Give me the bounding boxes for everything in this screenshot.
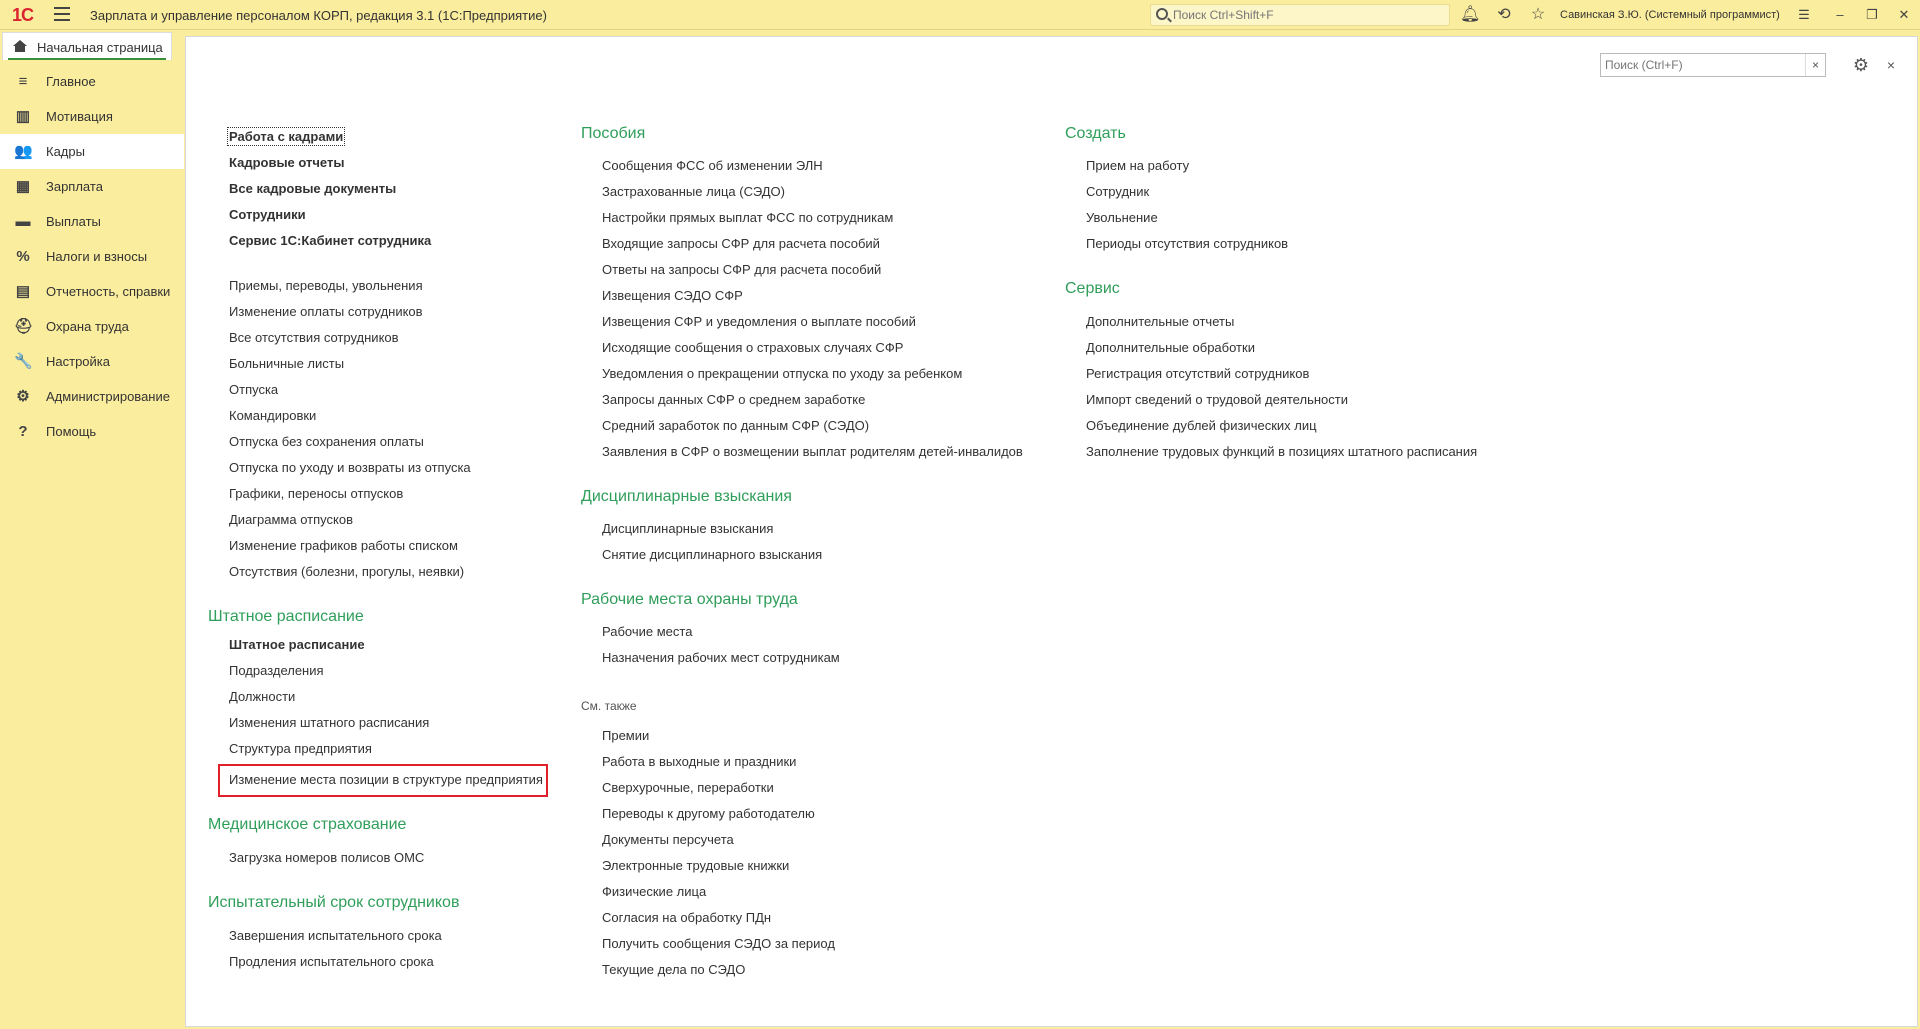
list-item[interactable]: Согласия на обработку ПДн xyxy=(602,910,772,925)
sidebar-item-taxes[interactable]: % Налоги и взносы xyxy=(0,239,184,274)
section-title-staffing: Штатное расписание xyxy=(208,608,364,625)
list-item[interactable]: Объединение дублей физических лиц xyxy=(1086,418,1317,433)
list-item[interactable]: Снятие дисциплинарного взыскания xyxy=(602,547,823,562)
list-item[interactable]: Заявления в СФР о возмещении выплат родителям детей-инвалидов xyxy=(602,444,1023,459)
list-item[interactable]: Увольнение xyxy=(1086,210,1158,225)
search-icon xyxy=(1156,8,1168,20)
minimize-button[interactable]: – xyxy=(1836,7,1844,22)
settings-menu-icon[interactable]: ☰ xyxy=(1798,7,1810,22)
list-item[interactable]: Работа в выходные и праздники xyxy=(602,754,797,769)
see-also-title: См. также xyxy=(581,699,637,713)
list-item[interactable]: Документы персучета xyxy=(602,832,734,847)
sidebar-item-payments[interactable]: ▬ Выплаты xyxy=(15,213,101,230)
sidebar-item-help[interactable]: ? Помощь xyxy=(0,414,184,449)
list-icon: ≡ xyxy=(18,73,28,90)
panel-close-button[interactable]: × xyxy=(1886,57,1896,73)
list-item[interactable]: Входящие запросы СФР для расчета пособий xyxy=(602,236,880,251)
section-title-service: Сервис xyxy=(1065,280,1120,297)
list-item[interactable]: Сотрудник xyxy=(1086,184,1150,199)
list-item[interactable]: Средний заработок по данным СФР (СЭДО) xyxy=(602,418,870,433)
section-title-benefits: Пособия xyxy=(581,125,646,142)
percent-icon: % xyxy=(16,248,30,265)
link-staffing-table[interactable]: Штатное расписание xyxy=(229,637,365,652)
helmet-icon: ⛑ xyxy=(14,318,34,335)
list-item[interactable]: Ответы на запросы СФР для расчета пособий xyxy=(602,262,882,277)
clear-search-button[interactable]: × xyxy=(1805,54,1825,76)
link-employees[interactable]: Сотрудники xyxy=(229,207,306,222)
section-title-create: Создать xyxy=(1065,125,1126,142)
main-menu-icon[interactable] xyxy=(54,7,70,21)
title-bar xyxy=(0,0,1920,30)
wallet-icon: ▬ xyxy=(15,213,31,230)
list-item[interactable]: Графики, переносы отпусков xyxy=(229,486,404,501)
list-item[interactable]: Извещения СФР и уведомления о выплате пособий xyxy=(602,314,916,329)
sidebar-item-main[interactable]: ≡ Главное xyxy=(0,64,184,99)
list-item[interactable]: Загрузка номеров полисов ОМС xyxy=(229,850,425,865)
list-item[interactable]: Периоды отсутствия сотрудников xyxy=(1086,236,1289,251)
list-item[interactable]: Регистрация отсутствий сотрудников xyxy=(1086,366,1310,381)
list-item[interactable]: Дисциплинарные взыскания xyxy=(602,521,774,536)
sections-sidebar xyxy=(0,64,184,1029)
global-search-input[interactable] xyxy=(1173,5,1443,25)
list-item[interactable]: Настройки прямых выплат ФСС по сотрудникам xyxy=(602,210,894,225)
sidebar-item-motivation[interactable]: ▥ Мотивация xyxy=(15,108,113,125)
current-user[interactable]: Савинская З.Ю. (Системный программист) xyxy=(1560,9,1780,21)
list-item[interactable]: Диаграмма отпусков xyxy=(229,512,353,527)
help-icon: ? xyxy=(18,423,28,440)
list-item[interactable]: Изменения штатного расписания xyxy=(229,715,430,730)
list-item[interactable]: Дополнительные обработки xyxy=(1086,340,1255,355)
home-icon xyxy=(13,40,27,52)
section-title-medical: Медицинское страхование xyxy=(208,816,407,833)
list-item[interactable]: Премии xyxy=(602,728,650,743)
list-item[interactable]: Завершения испытательного срока xyxy=(229,928,442,943)
gear-icon: ⚙ xyxy=(16,388,30,405)
list-item[interactable]: Отпуска без сохранения оплаты xyxy=(229,434,424,449)
sidebar-item-administration[interactable]: ⚙ Администрирование xyxy=(0,379,184,414)
list-item[interactable]: Исходящие сообщения о страховых случаях СФР xyxy=(602,340,904,355)
report-icon: ▤ xyxy=(15,283,31,300)
panel-settings-gear-icon[interactable]: ⚙ xyxy=(1852,55,1870,75)
list-item[interactable]: Все отсутствия сотрудников xyxy=(229,330,399,345)
list-item[interactable]: Приемы, переводы, увольнения xyxy=(229,278,423,293)
list-item[interactable]: Сверхурочные, переработки xyxy=(602,780,774,795)
list-item[interactable]: Командировки xyxy=(229,408,317,423)
bell-icon[interactable]: 🔔︎ xyxy=(1460,6,1481,23)
list-item[interactable]: Физические лица xyxy=(602,884,707,899)
app-logo: 1С xyxy=(12,5,34,25)
link-all-hr-documents[interactable]: Все кадровые документы xyxy=(229,181,397,196)
list-item[interactable]: Прием на работу xyxy=(1086,158,1190,173)
panel-search[interactable] xyxy=(1600,53,1826,77)
section-panel xyxy=(185,36,1918,1027)
list-item[interactable]: Импорт сведений о трудовой деятельности xyxy=(1086,392,1348,407)
list-item[interactable]: Электронные трудовые книжки xyxy=(602,858,790,873)
list-item[interactable]: Изменение оплаты сотрудников xyxy=(229,304,423,319)
link-hr-work[interactable]: Работа с кадрами xyxy=(229,129,344,144)
restore-button[interactable]: ❐ xyxy=(1866,7,1878,22)
gift-icon: ▥ xyxy=(15,108,31,125)
section-title-workplaces: Рабочие места охраны труда xyxy=(581,591,798,608)
star-icon[interactable]: ☆ xyxy=(1530,6,1546,23)
list-item[interactable]: Продления испытательного срока xyxy=(229,954,434,969)
list-item[interactable]: Получить сообщения СЭДО за период xyxy=(602,936,835,951)
sidebar-item-labor-safety[interactable]: ⛑ Охрана труда xyxy=(14,318,129,335)
sidebar-item-salary[interactable]: ▦ Зарплата xyxy=(15,178,103,195)
list-item[interactable]: Дополнительные отчеты xyxy=(1086,314,1235,329)
tab-home-label: Начальная страница xyxy=(37,40,163,55)
sidebar-item-hr[interactable]: 👥 Кадры xyxy=(0,134,184,169)
list-item[interactable]: Больничные листы xyxy=(229,356,345,371)
people-icon: 👥 xyxy=(14,143,33,160)
calculator-icon: ▦ xyxy=(15,178,31,195)
close-window-button[interactable]: ✕ xyxy=(1898,7,1910,22)
panel-search-input[interactable] xyxy=(1601,54,1801,76)
list-item[interactable]: Уведомления о прекращении отпуска по уходу за ребенком xyxy=(602,366,963,381)
link-employee-cabinet[interactable]: Сервис 1С:Кабинет сотрудника xyxy=(229,233,432,248)
tab-home[interactable] xyxy=(2,32,172,60)
list-item[interactable]: Изменение графиков работы списком xyxy=(229,538,458,553)
list-item[interactable]: Сообщения ФСС об изменении ЭЛН xyxy=(602,158,823,173)
list-item[interactable]: Запросы данных СФР о среднем заработке xyxy=(602,392,866,407)
list-item[interactable]: Назначения рабочих мест сотрудникам xyxy=(602,650,840,665)
list-item[interactable]: Текущие дела по СЭДО xyxy=(602,962,746,977)
list-item[interactable]: Переводы к другому работодателю xyxy=(602,806,815,821)
list-item[interactable]: Отпуска xyxy=(229,382,279,397)
wrench-icon: 🔧 xyxy=(14,353,33,370)
list-item[interactable]: Застрахованные лица (СЭДО) xyxy=(602,184,785,199)
list-item[interactable]: Извещения СЭДО СФР xyxy=(602,288,743,303)
app-title: Зарплата и управление персоналом КОРП, редакция 3.1 (1С:Предприятие) xyxy=(90,8,547,23)
link-change-position-place[interactable]: Изменение места позиции в структуре предприятия xyxy=(229,772,543,787)
section-title-discipline: Дисциплинарные взыскания xyxy=(581,488,792,505)
list-item[interactable]: Структура предприятия xyxy=(229,741,372,756)
link-hr-reports[interactable]: Кадровые отчеты xyxy=(229,155,345,170)
section-title-probation: Испытательный срок сотрудников xyxy=(208,894,460,911)
sidebar-item-reports[interactable]: ▤ Отчетность, справки xyxy=(15,283,171,300)
list-item[interactable]: Рабочие места xyxy=(602,624,693,639)
sidebar-item-settings[interactable]: 🔧 Настройка xyxy=(14,353,110,370)
list-item[interactable]: Заполнение трудовых функций в позициях штатного расписания xyxy=(1086,444,1478,459)
global-search[interactable] xyxy=(1150,4,1450,26)
history-icon[interactable]: ⟲ xyxy=(1497,6,1511,23)
list-item[interactable]: Отсутствия (болезни, прогулы, неявки) xyxy=(229,564,465,579)
list-item[interactable]: Отпуска по уходу и возвраты из отпуска xyxy=(229,460,471,475)
list-item[interactable]: Подразделения xyxy=(229,663,324,678)
list-item[interactable]: Должности xyxy=(229,689,296,704)
